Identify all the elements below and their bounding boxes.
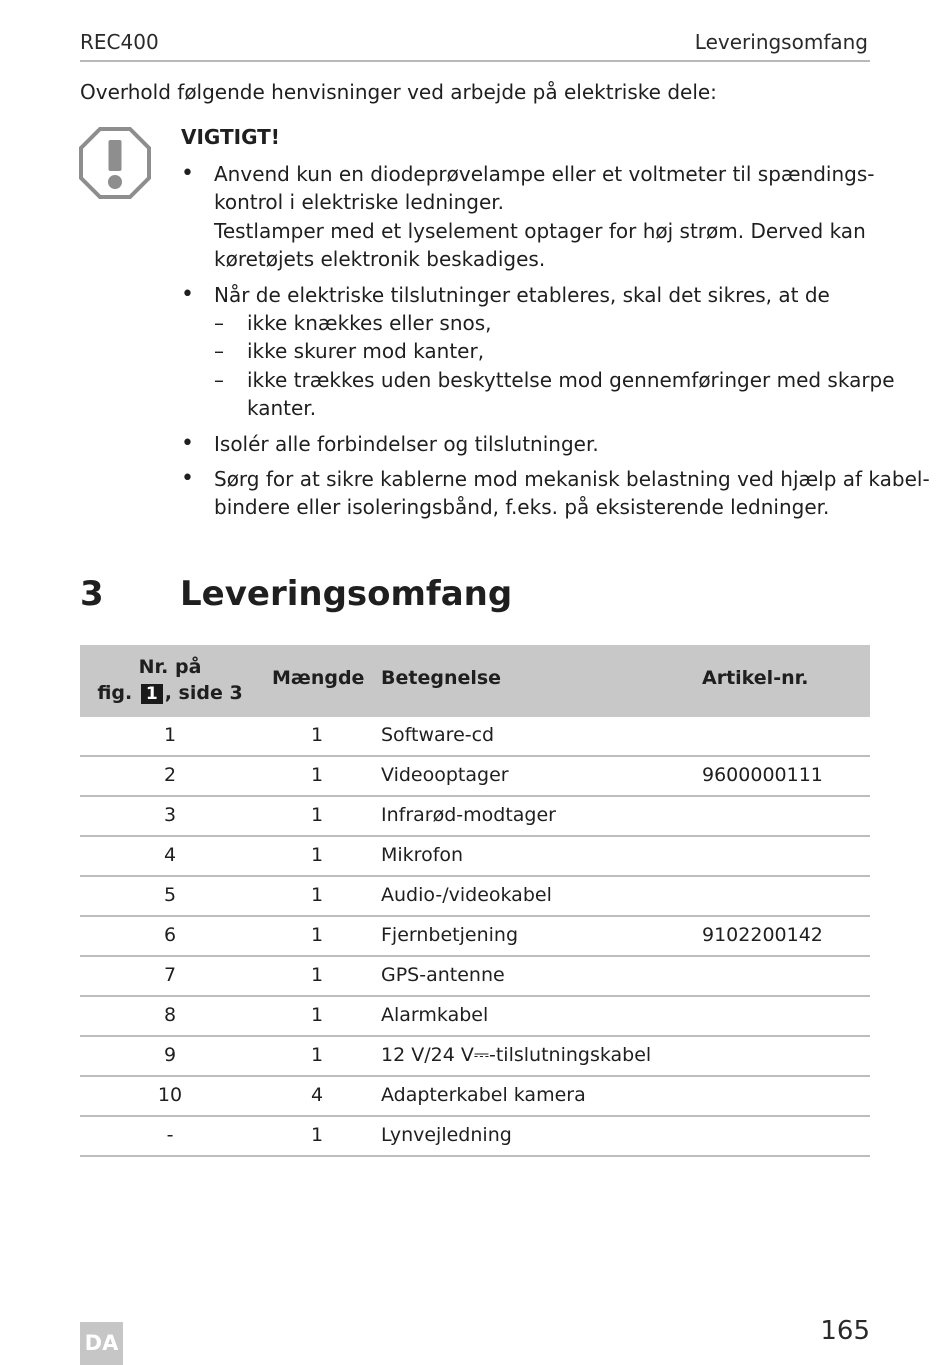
cell-description: Infrarød-modtager: [381, 804, 556, 826]
figure-ref-box: 1: [141, 684, 163, 704]
cell-quantity: 1: [310, 1044, 324, 1066]
bullet-item: [181, 160, 881, 274]
intro-text: Overhold følgende henvisninger ved arbejde på elektriske dele:: [80, 80, 717, 104]
cell-quantity: 1: [310, 1124, 324, 1146]
dash-icon: –: [214, 367, 224, 392]
cell-quantity: 1: [310, 844, 324, 866]
cell-nr: 10: [157, 1084, 183, 1106]
sub-item: [214, 366, 895, 423]
sub-item: [214, 337, 881, 365]
cell-nr: 5: [163, 884, 177, 906]
section-title: Leveringsomfang: [180, 574, 513, 614]
cell-description: Audio-/videokabel: [381, 884, 552, 906]
cell-description: Software-cd: [381, 724, 495, 746]
sub-item-text: ikke skurer mod kanter,: [247, 339, 485, 364]
header-product: REC400: [80, 30, 159, 54]
cell-nr: 7: [163, 964, 177, 986]
cell-nr: 9: [163, 1044, 177, 1066]
cell-quantity: 1: [310, 724, 324, 746]
bullet-text: Isolér alle forbindelser og tilslutninger.: [214, 431, 599, 456]
table-header: [80, 645, 870, 717]
bullet-item: [181, 430, 881, 458]
cell-description: Fjernbetjening: [381, 924, 519, 946]
bullet-dot-icon: •: [181, 466, 194, 492]
sub-item-text: ikke trækkes uden beskyttelse mod gennemføringer med skarpe: [247, 367, 895, 392]
table-row: [80, 757, 870, 797]
cell-description: Alarmkabel: [381, 1004, 489, 1026]
dash-icon: –: [214, 339, 224, 364]
table-row: [80, 1077, 870, 1117]
header-rule: [80, 60, 870, 62]
cell-article-number: 9102200142: [702, 924, 823, 946]
cell-quantity: 1: [310, 1004, 324, 1026]
cell-description: Adapterkabel kamera: [381, 1084, 586, 1106]
page-number: 165: [820, 1316, 870, 1346]
bullet-dot-icon: •: [181, 430, 194, 456]
header-chapter: Leveringsomfang: [694, 30, 868, 54]
bullet-text: køretøjets elektronik beskadiges.: [214, 247, 546, 272]
dash-icon: –: [214, 311, 224, 336]
cell-nr: -: [166, 1124, 174, 1146]
language-badge: DA: [80, 1322, 123, 1365]
table-row: [80, 877, 870, 917]
cell-quantity: 1: [310, 924, 324, 946]
cell-quantity: 4: [310, 1084, 324, 1106]
table-body: [80, 717, 870, 1157]
exclamation-octagon-icon: [79, 127, 151, 199]
header-article-number: Artikel-nr.: [702, 667, 809, 689]
cell-description: Mikrofon: [381, 844, 464, 866]
header-nr: Nr. på fig. 1 , side 3: [97, 656, 243, 704]
cell-description: Videooptager: [381, 764, 509, 786]
bullet-dot-icon: •: [181, 281, 194, 307]
cell-description: GPS-antenne: [381, 964, 505, 986]
cell-description: Lynvejledning: [381, 1124, 512, 1146]
warning-title: VIGTIGT!: [181, 125, 280, 149]
bullet-dot-icon: •: [181, 161, 194, 186]
bullet-item: [181, 281, 895, 423]
sub-item-text: ikke knækkes eller snos,: [247, 311, 492, 336]
warning-bullets: [181, 160, 930, 529]
cell-nr: 6: [163, 924, 177, 946]
cell-article-number: 9600000111: [702, 764, 823, 786]
cell-nr: 2: [163, 764, 177, 786]
bullet-text: Anvend kun en diodeprøvelampe eller et voltmeter til spændings-: [214, 162, 875, 186]
cell-nr: 1: [163, 724, 177, 746]
table-row: [80, 1117, 870, 1157]
header-description: Betegnelse: [381, 667, 502, 689]
bullet-text: Når de elektriske tilslutninger etableres, skal det sikres, at de: [214, 282, 830, 307]
table-row: [80, 997, 870, 1037]
cell-description: 12 V/24 V⎓-tilslutningskabel: [381, 1044, 652, 1066]
table-row: [80, 917, 870, 957]
sub-item-text: kanter.: [247, 396, 317, 421]
bullet-text: Testlamper med et lyselement optager for høj strøm. Derved kan: [214, 218, 866, 243]
table-row: [80, 837, 870, 877]
bullet-item: [181, 465, 930, 522]
table-row: [80, 797, 870, 837]
bullet-text: kontrol i elektriske ledninger.: [214, 190, 504, 215]
cell-quantity: 1: [310, 964, 324, 986]
table-row: [80, 957, 870, 997]
sub-item: [214, 309, 881, 337]
cell-quantity: 1: [310, 884, 324, 906]
cell-nr: 3: [163, 804, 177, 826]
section-number: 3: [80, 574, 104, 614]
cell-quantity: 1: [310, 764, 324, 786]
bullet-text: Sørg for at sikre kablerne mod mekanisk belastning ved hjælp af kabel-: [214, 467, 930, 492]
cell-quantity: 1: [310, 804, 324, 826]
table-row: [80, 717, 870, 757]
header-quantity: Mængde: [272, 667, 365, 689]
cell-nr: 4: [163, 844, 177, 866]
cell-nr: 8: [163, 1004, 177, 1026]
bullet-text: bindere eller isoleringsbånd, f.eks. på eksisterende ledninger.: [214, 495, 830, 520]
table-row: [80, 1037, 870, 1077]
